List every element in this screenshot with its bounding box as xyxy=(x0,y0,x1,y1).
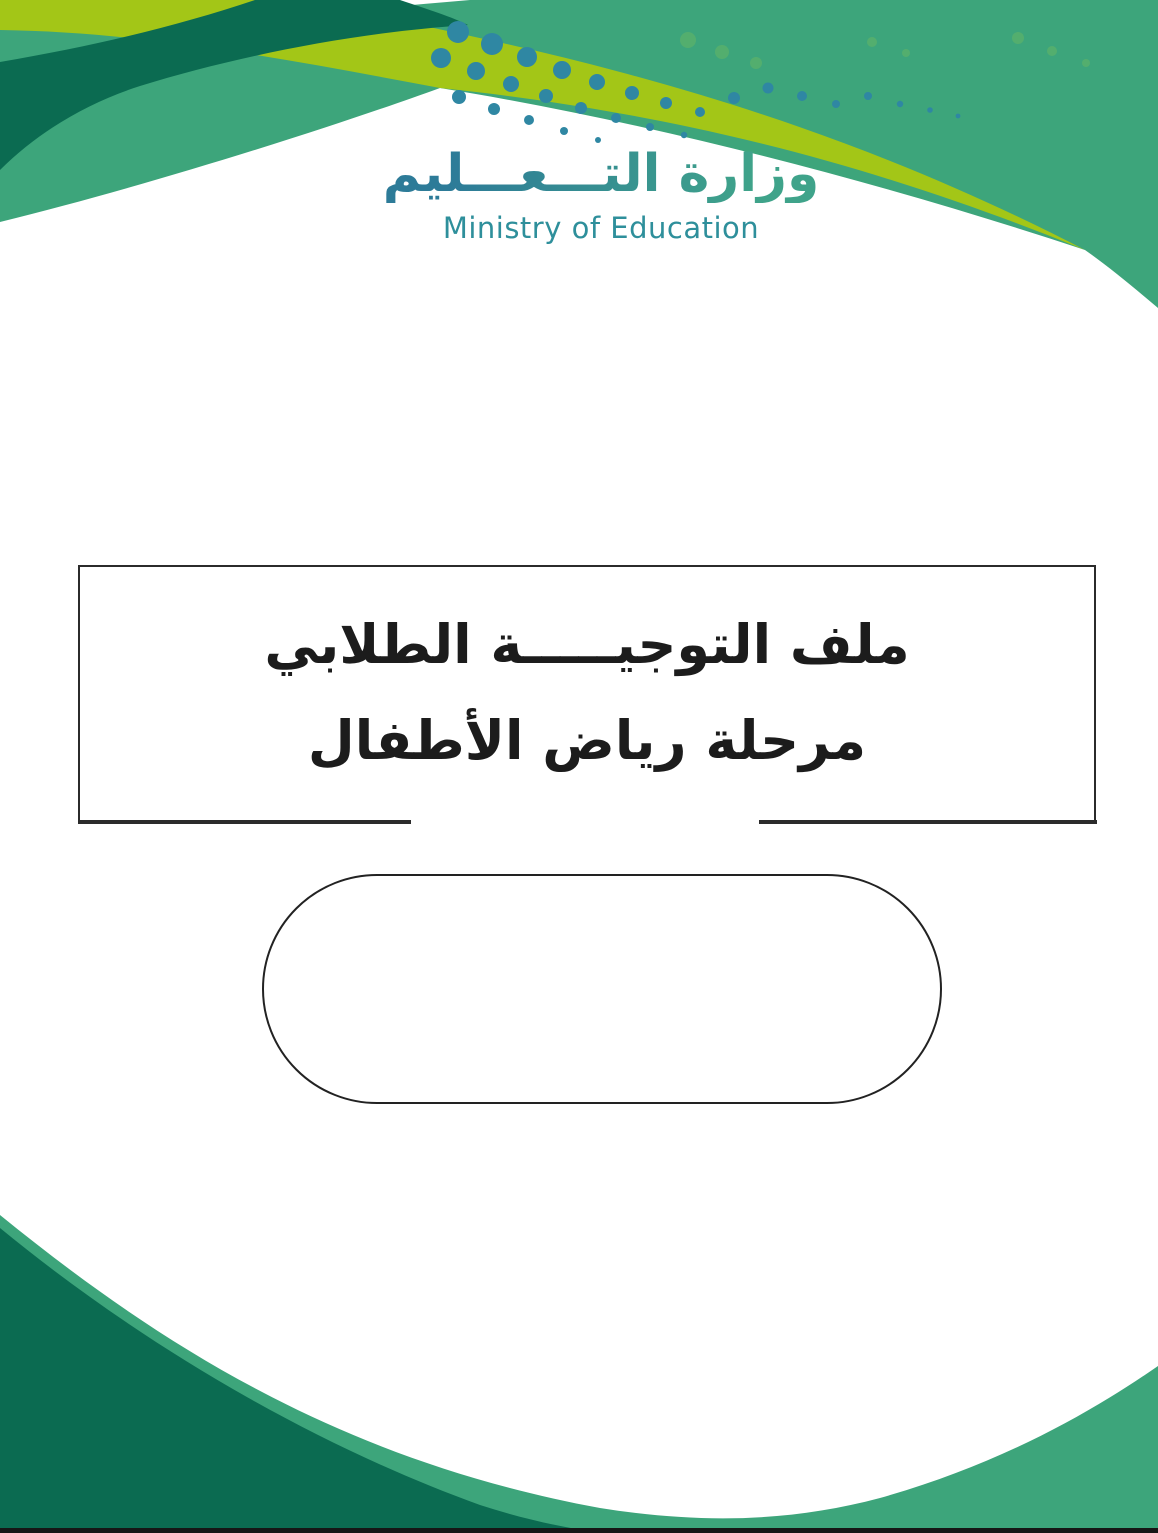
name-entry-field[interactable] xyxy=(262,874,942,1104)
title-line-2: مرحلة رياض الأطفال xyxy=(307,709,867,772)
title-box-bottom-border-left xyxy=(78,820,411,824)
title-box-bottom-border-right xyxy=(759,820,1097,824)
bottom-edge-line xyxy=(0,1528,1158,1533)
ministry-logo-english-wordmark: Ministry of Education xyxy=(442,211,760,246)
title-line-1: ملف التوجيـــــة الطلابي xyxy=(264,613,910,676)
ministry-logo-arabic-wordmark: وزارة التـــعـــليم xyxy=(382,144,820,204)
title-box xyxy=(78,565,1096,822)
bottom-decoration xyxy=(0,1213,1158,1533)
ministry-logo xyxy=(383,146,820,245)
bottom-dark-green-swoosh xyxy=(0,1228,600,1533)
